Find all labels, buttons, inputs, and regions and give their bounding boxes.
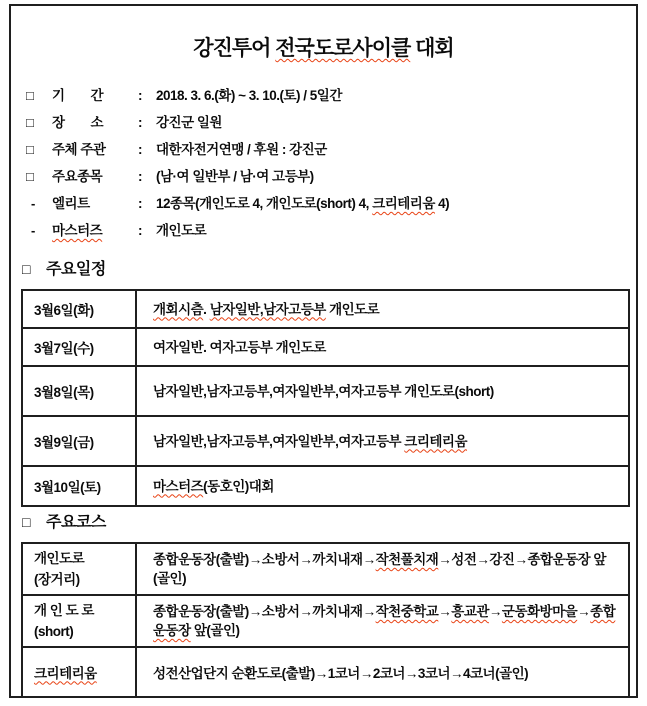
text-segment: 개 인 도 로 — [34, 603, 94, 618]
misspelled-text: 흥교관 — [451, 604, 489, 619]
info-line-host — [26, 138, 627, 165]
text-segment: → — [438, 604, 452, 619]
text-segment: (동호인)대회 — [203, 478, 274, 494]
info-label — [52, 138, 138, 158]
event-cell — [136, 290, 629, 328]
text-segment: 여자일반. 여자고등부 개인도로 — [153, 339, 326, 355]
text-segment: 강진군 일원 — [156, 115, 222, 130]
section-title: 주요일정 — [46, 261, 106, 278]
course-name-cell — [22, 647, 136, 698]
square-bullet-icon: □ — [22, 514, 30, 530]
info-value — [156, 138, 627, 158]
event-cell — [136, 366, 629, 416]
text-segment: → — [577, 604, 591, 619]
square-bullet-icon: □ — [26, 142, 34, 157]
table-row — [22, 543, 629, 595]
text-segment: 4) — [434, 196, 450, 211]
square-bullet-icon: □ — [26, 88, 34, 103]
square-bullet-icon: □ — [26, 169, 34, 184]
table-row — [22, 416, 629, 466]
info-line-period — [26, 84, 627, 111]
text-segment: 장 소 — [52, 115, 104, 130]
text-segment: →성전→강진→종합운동장 앞(골인) — [153, 552, 606, 586]
course-name — [34, 600, 134, 621]
colon-separator: : — [138, 169, 142, 184]
event-cell — [136, 466, 629, 506]
text-segment: 주체 주관 — [52, 142, 106, 157]
date-cell: 3월7일(수) — [22, 328, 136, 366]
course-name — [34, 548, 134, 569]
section-title: 주요코스 — [46, 514, 106, 531]
date-cell: 3월10일(토) — [22, 466, 136, 506]
text-segment: 앞(골인) — [190, 623, 240, 638]
course-route-cell — [136, 543, 629, 595]
table-row — [22, 466, 629, 506]
dash-bullet-icon: - — [31, 196, 35, 211]
document-page — [9, 4, 638, 698]
info-value — [156, 84, 627, 104]
dash-bullet-icon: - — [31, 223, 35, 238]
table-row — [22, 290, 629, 328]
text-segment: 개인도로 — [156, 223, 207, 238]
text-segment: 엘리트 — [52, 196, 90, 211]
misspelled-text: 종합운동장 — [153, 604, 616, 638]
text-segment: 대한자전거연맹 / 후원 : 강진군 — [156, 142, 327, 157]
table-row — [22, 595, 629, 647]
info-label — [52, 111, 138, 131]
info-section — [26, 84, 627, 246]
text-segment: 성전산업단지 순환도로(출발)→1코너→2코너→3코너→4코너(골인) — [153, 665, 529, 681]
info-line-events — [26, 165, 627, 192]
colon-separator: : — [138, 115, 142, 130]
misspelled-text: 전국도로사이클 — [275, 37, 411, 60]
colon-separator: : — [138, 142, 142, 157]
text-segment: 남자일반,남자고등부,여자일반부,여자고등부 개인도로(short) — [153, 383, 494, 399]
text-segment: 종합운동장(출발)→소방서→까치내재→ — [153, 604, 376, 619]
square-bullet-icon: □ — [26, 115, 34, 130]
misspelled-text: 작천풀치재 — [375, 552, 439, 567]
info-label — [52, 84, 138, 104]
course-section-heading — [22, 509, 627, 532]
schedule-table — [21, 289, 630, 507]
table-row — [22, 647, 629, 698]
course-name-sub: (short) — [34, 624, 74, 639]
text-segment: . — [203, 301, 210, 317]
info-label — [52, 192, 138, 212]
info-value — [156, 111, 627, 131]
misspelled-text: 크리테리움 — [34, 665, 97, 681]
info-value — [156, 219, 627, 239]
text-segment: 개인도로 — [325, 301, 380, 317]
info-label — [52, 219, 138, 239]
course-table — [21, 542, 630, 698]
text-segment: 2018. 3. 6.(화) ~ 3. 10.(토) / 5일간 — [156, 88, 342, 103]
colon-separator: : — [138, 196, 142, 211]
info-value — [156, 192, 627, 212]
misspelled-text: 남자일반,남자고등부 — [209, 301, 326, 317]
text-segment: 대회 — [410, 37, 454, 60]
info-value — [156, 165, 627, 185]
text-segment: 강진투어 — [193, 37, 276, 60]
schedule-section-heading — [22, 256, 627, 279]
text-segment: 주요종목 — [52, 169, 103, 184]
misspelled-text: 마스터즈 — [52, 223, 103, 238]
misspelled-text: 크리테리움 — [372, 196, 435, 211]
event-cell — [136, 416, 629, 466]
info-line-elite — [26, 192, 627, 219]
table-row — [22, 328, 629, 366]
text-segment: 기 간 — [52, 88, 104, 103]
text-segment: 12종목(개인도로 4, 개인도로(short) 4, — [156, 196, 373, 211]
event-cell — [136, 328, 629, 366]
misspelled-text: 마스터즈 — [153, 478, 204, 494]
course-name — [34, 663, 134, 684]
text-segment: (남·여 일반부 / 남·여 고등부) — [156, 169, 314, 184]
info-line-place — [26, 111, 627, 138]
misspelled-text: 크리테리움 — [404, 433, 468, 449]
misspelled-text: 개회시츰 — [153, 301, 204, 317]
date-cell: 3월8일(목) — [22, 366, 136, 416]
course-route-cell — [136, 647, 629, 698]
text-segment: 남자일반,남자고등부,여자일반부,여자고등부 — [153, 433, 405, 449]
table-row — [22, 366, 629, 416]
colon-separator: : — [138, 223, 142, 238]
info-line-masters — [26, 219, 627, 246]
square-bullet-icon: □ — [22, 261, 30, 277]
document-title — [20, 32, 627, 62]
course-name-cell — [22, 543, 136, 595]
course-name-sub: (장거리) — [34, 572, 80, 587]
course-name-cell — [22, 595, 136, 647]
text-segment: 종합운동장(출발)→소방서→까치내재→ — [153, 552, 376, 567]
misspelled-text: 작천중학교 — [375, 604, 439, 619]
colon-separator: : — [138, 88, 142, 103]
course-route-cell — [136, 595, 629, 647]
text-segment: 개인도로 — [34, 551, 85, 566]
date-cell: 3월6일(화) — [22, 290, 136, 328]
misspelled-text: 군동화방마을 — [501, 604, 578, 619]
date-cell: 3월9일(금) — [22, 416, 136, 466]
info-label — [52, 165, 138, 185]
text-segment: → — [488, 604, 502, 619]
